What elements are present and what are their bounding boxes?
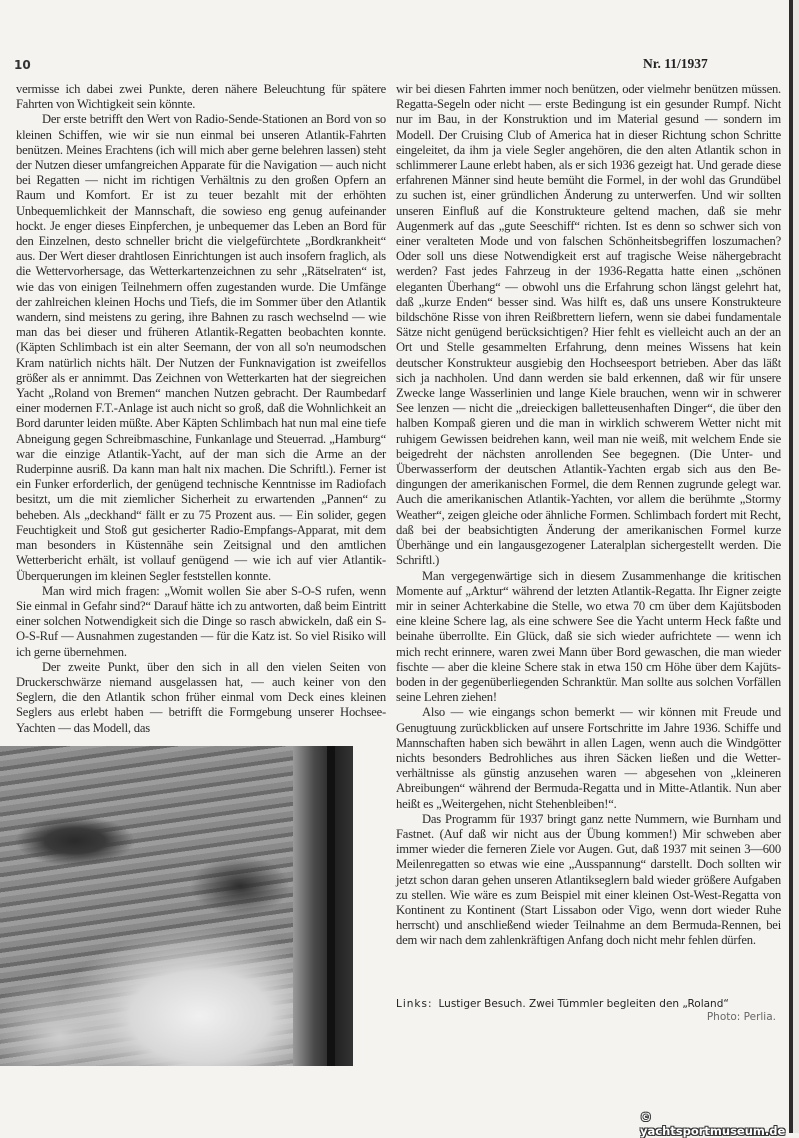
right-text-column: [396, 82, 781, 982]
paragraph: Der erste betrifft den Wert von Radio-Sende-Stationen an Bord von so kleinen Schiffen, wie wir sie nun einmal bei unseren Atlantik-Fahrten benützen. Meines Erachtens (ich will mich aber gerne belehren lassen) steht der Nutzen dieser umfangreichen Apparate für die Navigation — auch nicht bei Regatten — nicht im richtigen Verhältnis zu den großen Opfern an Raum und Komfort. Er ist zu teuer bezahlt mit der erhöhten Unbequemlichkeit der Mannschaft, die sowieso eng genug aufeinander hockt. Je enger dieses Einpferchen, je unbequemer das Leben an Bord für den Einzelnen, desto schneller bricht die vielgefürchtete „Bordkrankheit“ aus. Der Wert dieser drahtlosen Einrichtungen ist auch insofern fraglich, als die Wettervorhersage, das Wetterkartenzeichnen zu sehr „Rätselraten“ ist, wie das von einigen Teilnehmern offen zugestanden wurde. Die Umfänge der zahlreichen kleinen Hochs und Tiefs, die im Sommer über den Atlantik wandern, sind meistens zu gering, ihre Bahnen zu rasch wechselnd — wie man das bei dieser und früheren Atlantik-Regatten beobachten konnte. (Käpten Schlimbach ist ein alter Seemann, der von all so'n neumodschen Kram natürlich nichts hält. Der Nutzen der Funknavigation ist zweifellos größer als er annimmt. Das Zeichnen von Wetterkarten hat der siegreichen Yacht „Roland von Bremen“ manchen Nutzen gebracht. Der Raumbedarf einer modernen F.T.-Anlage ist auch nicht so groß, daß die Wohnlichkeit an Bord darunter leiden müßte. Aber Käpten Schlimbach hat nun mal eine tiefe Abneigung gegen Schreibmaschine, Funkanlage und Steuerrad. „Hamburg“ war die einzige Atlantik-Yacht, auf der man sich die Arme an der Ruderpinne ausriß. Da kann man halt nix machen. Die Schriftl.). Ferner ist ein Funker erforderlich, der genügend technische Kenntnisse im Radiofach besitzt, um die mit ziemlicher Sicherheit zu erwartenden „Pannen“ zu beheben. Als „deckhand“ fällt er zu 75 Prozent aus. — Ein solider, gegen Feuchtigkeit und Stoß gut gesicherter Radio-Empfangs-Apparat, mit dem man besonders in Küstennähe sein Zeitsignal und den amtlichen Wetterbericht erhält, ist vollauf genügend — wie ich auf vier Atlantik-Überquerungen im kleinen Segler feststellen konnte.: [16, 112, 386, 583]
paragraph: Der zweite Punkt, über den sich in all den vielen Seiten von Druckerschwärze niemand ausgelassen hat, — auch keiner von den Seglern, die den Atlantik schon früher einmal vom Deck eines kleinen Seglers aus erlebt haben — betrifft die Formgebung unserer Hochsee-Yachten — das Modell, das: [16, 659, 386, 735]
page-number: 10: [14, 58, 31, 72]
right-region: [396, 82, 781, 1024]
photo-credit: Photo: Perlia.: [706, 1011, 776, 1023]
paragraph: wir bei diesen Fahrten immer noch benützen, oder vielmehr benützen müssen. Regatta-Segeln oder nicht — erste Bedingung ist ein gesunder Rumpf. Nicht nur im Bau, in der Konstruktion und im Material gesund — sondern im Modell. Der Cruising Club of America hat in dieser Richtung schon Schritte eingeleitet, da ihm ja viele Segler angehören, die den alten Atlantik schon in schlimmerer Laune erlebt haben, als er sich 1936 gezeigt hat. Und gerade diese erfahrenen Männer sind heute bemüht die Formel, in der wohl das Grundübel zu suchen ist, einer gründlichen Änderung zu unterwerfen. Und wir sollten unseren Einfluß auf die Konstrukteure geltend machen, daß sie mehr Augenmerk auf das „gute Seeschiff“ richten. Ist es denn so schwer sich von einer veralteten Mode und von falschen Schönheitsbegriffen loszumachen? Oder soll uns diese Notwendigkeit erst auf tragische Weise nähergebracht werden? Fast jedes Fahrzeug in der 1936-Regatta hatte einen „schönen eleganten Überhang“ — obwohl uns die Erfahrung schon längst gelehrt hat, daß „kurze Enden“ besser sind. Was hilft es, daß uns unsere Konstrukteure bildschöne Risse von ihren Reißbrettern liefern, wenn sie dabei fundamentale Sätze nicht genügend berücksichtigen? Hier fehlt es vielleicht auch an der an Ort und Stelle gesammelten Erfahrung, denn meines Wissens hat kein deutscher Konstrukteur ausgiebig den Hochseesport betrieben. Aber das läßt sich ja nachholen. Und dann werden sie bald erkennen, daß wir für unsere Zwecke lange Wasserlinien und lange Kiele brauchen, wenn wir in schwerer See lenzen — nicht die „dreieckigen balletteusenhaften Dinger“, die über den halben Kompaß gieren und die man in wirklich schwerem Wetter nicht mit ruhigem Gewissen beidrehen kann, weil man nie weiß, mit welchem Ende sie beigedreht der nächsten anrollenden See begegnen. (Die Unter- und Überwasserform der deutschen Atlantik-Yachten ergab sich aus den Bedingungen der amerikanischen Formel, die dem Rennen zugrunde gelegt war. Auch die amerikanischen Atlantik-Yachten, vor allem die berühmte „Stormy Weather“, zeigen gleiche oder ähnliche Formen. Schlimbach fordert mit Recht, daß bei der beabsichtigten Änderung der amerikanischen Formel kurze Überhänge und ein langausgezogener Lateralplan sichergestellt werden. Die Schriftl.): [396, 82, 781, 568]
watermark: © yachtsportmuseum.de: [640, 1110, 786, 1138]
photo-caption: [396, 998, 781, 1011]
paragraph: vermisse ich dabei zwei Punkte, deren nähere Beleuchtung für spätere Fahrten von Wichtigkeit sein könnte.: [16, 82, 386, 112]
scan-margin: [793, 0, 799, 1133]
left-region: [16, 82, 386, 1066]
rigging-line: [327, 746, 335, 1066]
issue-number: Nr. 11/1937: [643, 56, 708, 71]
yacht-hull: [293, 746, 353, 1066]
paragraph: Man wird mich fragen: „Womit wollen Sie aber S-O-S rufen, wenn Sie einmal in Gefahr sind?“ Darauf hätte ich zu antworten, daß beim Eintritt einer solchen Notwendigkeit sich die Dinge so rasch abwickeln, daß ein S-O-S-Ruf — Ausnahmen zugestanden — für die Katz ist. So viel Risiko will ich gerne übernehmen.: [16, 583, 386, 659]
paragraph: Man vergegenwärtige sich in diesem Zusammenhange die kritischen Momente auf „Arktur“ während der letzten Atlantik-Regatta. Ihr Eigner zeigte mir in seiner Achterkabine die Stelle, wo etwa 70 cm über dem Kajütsboden eine kleine Schere lag, als eine schwere See die Yacht unterm Heck faßte und beinahe überrollte. Ein Glück, daß sie sich wieder aufrichtete — wenn ich mich recht erinnere, waren zwei Mann über Bord gewaschen, die man wieder fischte — aber die kleine Schere stak in etwa 150 cm Höhe über dem Kajütsboden in der gegenüberliegenden Schranktür. Man sollte aus solchen Vorfällen seine Lehren ziehen!: [396, 568, 781, 705]
caption-label: Links:: [396, 998, 433, 1010]
left-text-column: [16, 82, 386, 736]
paragraph: Also — wie eingangs schon bemerkt — wir können mit Freude und Genugtuung zurückblicken auf unsere Fortschritte im Jahre 1936. Schiffe und Mannschaften haben sich bewährt in allen Lagen, wenn auch die Windgötter nichts besonders Bedrohliches aus ihren Säcken ließen und die Wetterverhältnisse als günstig anzusehen waren — abgesehen von „kleineren Abreibungen“ während der Bermuda-Regatta und in Mitte-Atlantik. Nun aber heißt es „Weitergehen, nicht Stehenbleiben!“.: [396, 705, 781, 811]
paragraph: Das Programm für 1937 bringt ganz nette Nummern, wie Burnham und Fastnet. (Auf daß wir nicht aus der Übung kommen!) Mir schweben aber immer wieder die ferneren Ziele vor Augen. Gut, daß 1937 mit seinen 3—600 Meilenregatten so etwas wie eine „Ausspannung“ darstellt. Doch sollten wir jetzt schon daran gehen unseren Atlantikseglern bald wieder größere Aufgaben zu stellen. Wie wäre es zum Beispiel mit einer kleinen Ost-West-Regatta von Kontinent zu Kontinent (Start Lissabon oder Vigo, wenn dort wieder Ruhe herrscht) und anschließend wieder Teilnahme an dem Bermuda-Rennen, bei dem wir nach dem zahlenkräftigen Anfang doch nicht mehr fehlen dürfen.: [396, 811, 781, 948]
caption-text: Lustiger Besuch. Zwei Tümmler begleiten den „Roland“: [438, 998, 729, 1010]
dolphins-photo: [0, 746, 353, 1066]
